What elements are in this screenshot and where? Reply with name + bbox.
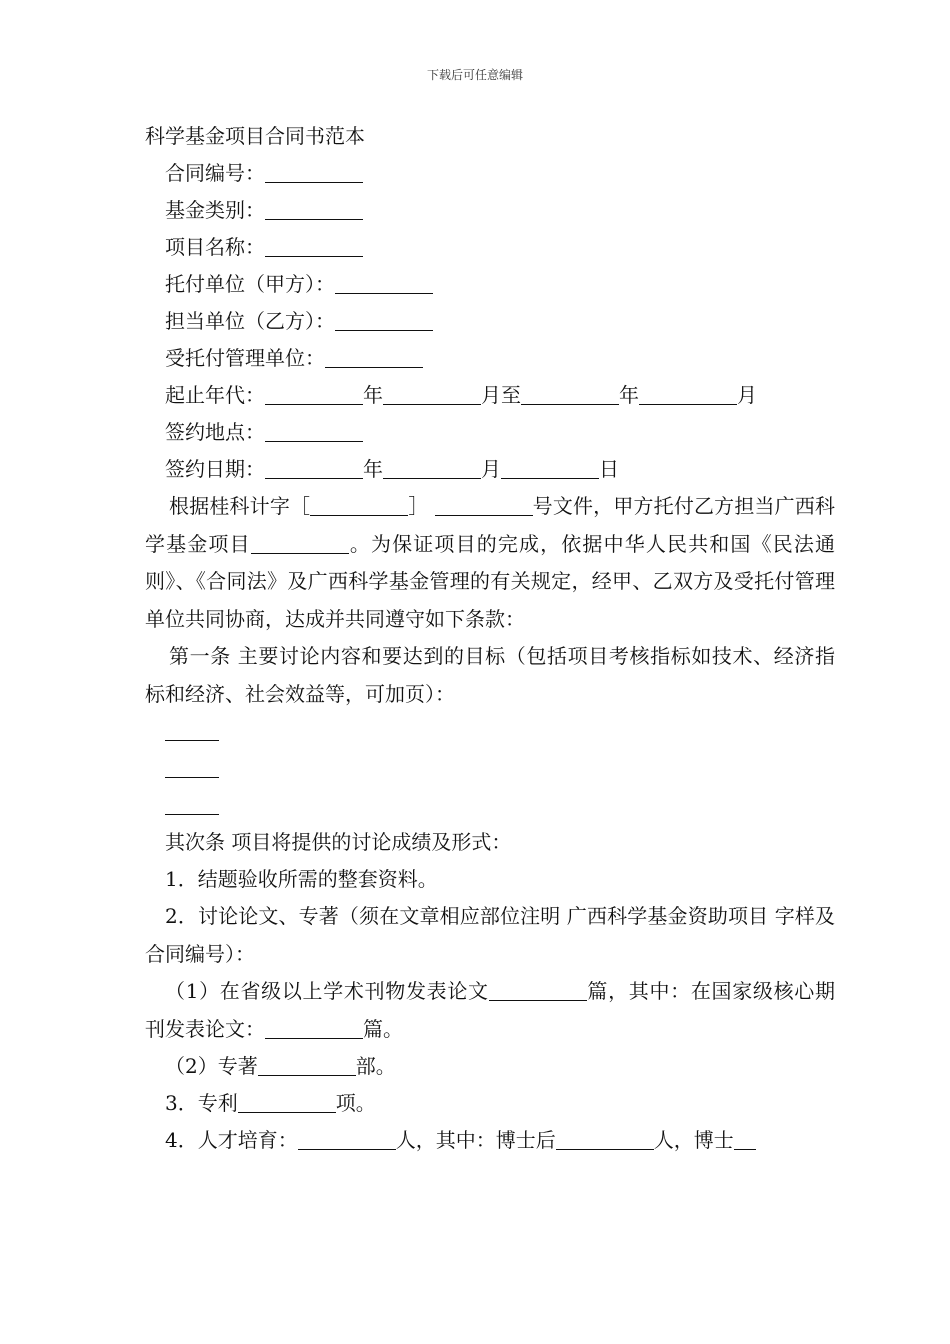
field-trustee: 受托付管理单位： [145,340,835,377]
field-project-name: 项目名称： [145,229,835,266]
field-period: 起止年代： 年 月至 年 月 [165,383,757,407]
intro-paragraph: 根据桂科计字［ ］ 号文件，甲方托付乙方担当广西科学基金项目 。为保证项目的完成，依据中华人民共和国《民法通则》、《合同法》及广西科学基金管理的有关规定，经甲、乙双方及受托付管理单位共同协商，达成并共同遵守如下条款： [145,494,836,631]
blank-field[interactable] [489,978,587,1001]
document-body [145,118,835,1159]
blank-field[interactable] [265,197,363,220]
blank-field[interactable] [310,493,408,516]
blank-field[interactable] [435,493,533,516]
blank-field[interactable] [734,1127,756,1150]
article-2-item-3: 3．专利 项。 [165,1091,376,1115]
blank-field[interactable] [298,1127,396,1150]
blank-field[interactable] [383,382,481,405]
blank-field[interactable] [165,792,219,815]
blank-field[interactable] [501,456,599,479]
blank-line [145,750,835,787]
blank-line [145,713,835,750]
blank-field[interactable] [265,1016,363,1039]
document-title: 科学基金项目合同书范本 [145,124,365,148]
blank-line [145,787,835,824]
blank-field[interactable] [383,456,481,479]
header-note: 下载后可任意编辑 [426,68,523,82]
article-2-item-2-1: （1）在省级以上学术刊物发表论文 篇，其中：在国家级核心期刊发表论文： 篇。 [145,979,835,1041]
blank-field[interactable] [335,271,433,294]
blank-field[interactable] [251,531,349,554]
blank-field[interactable] [639,382,737,405]
field-party-b: 担当单位（乙方）： [145,303,835,340]
blank-field[interactable] [165,718,219,741]
blank-field[interactable] [165,755,219,778]
blank-field[interactable] [238,1090,336,1113]
blank-field[interactable] [265,456,363,479]
blank-field[interactable] [265,160,363,183]
article-2-item-1: 1．结题验收所需的整套资料。 [165,867,438,891]
blank-field[interactable] [556,1127,654,1150]
field-party-a: 托付单位（甲方）： [145,266,835,303]
blank-field[interactable] [265,419,363,442]
blank-field[interactable] [335,308,433,331]
blank-field[interactable] [265,234,363,257]
article-2-item-2: 2．讨论论文、专著（须在文章相应部位注明 广西科学基金资助项目 字样及合同编号）： [145,904,835,966]
article-2-item-2-2: （2）专著 部。 [165,1054,396,1078]
blank-field[interactable] [258,1053,356,1076]
field-contract-no: 合同编号： [145,155,835,192]
article-2-item-4: 4．人才培育： 人，其中：博士后 人，博士 [145,1122,835,1159]
article-2-heading: 其次条 项目将提供的讨论成绩及形式： [165,830,512,854]
field-sign-place: 签约地点： [145,414,835,451]
blank-field[interactable] [325,345,423,368]
article-1: 第一条 主要讨论内容和要达到的目标（包括项目考核指标如技术、经济指标和经济、社会效益等，可加页）： [145,644,835,706]
blank-field[interactable] [265,382,363,405]
blank-field[interactable] [521,382,619,405]
field-sign-date: 签约日期： 年 月 日 [165,457,619,481]
field-fund-type: 基金类别： [145,192,835,229]
